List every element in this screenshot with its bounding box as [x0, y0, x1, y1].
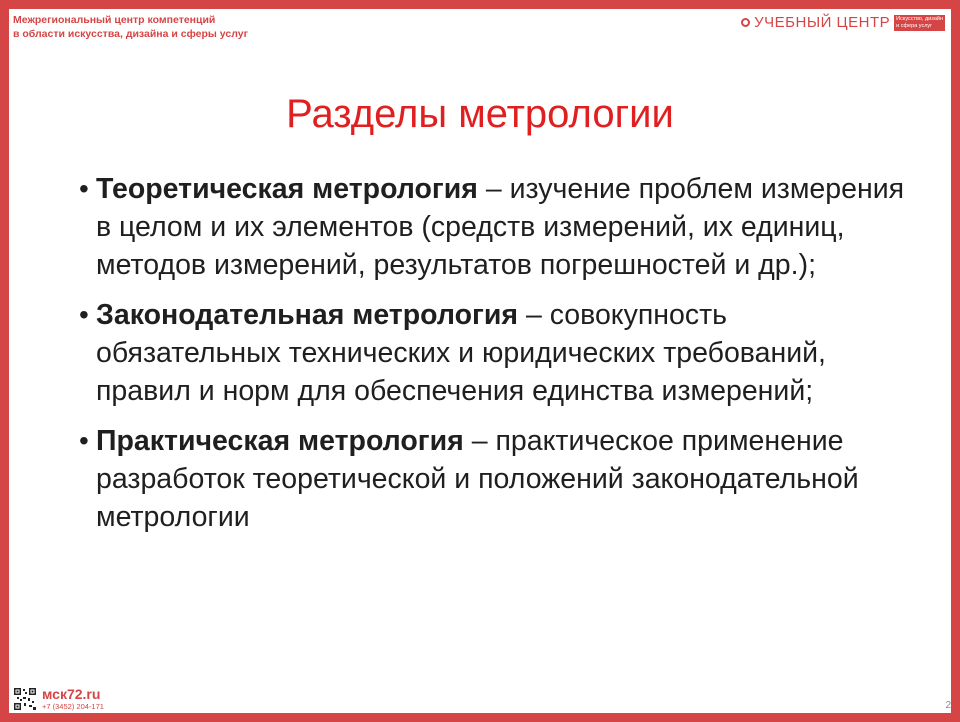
bullet-item [79, 422, 909, 536]
phone-number: +7 (3452) 204-171 [42, 702, 104, 711]
logo-text: УЧЕБНЫЙ ЦЕНТР [754, 14, 891, 31]
bullet-item [79, 296, 909, 410]
logo-tagline-line: Искусство, дизайн [896, 15, 943, 22]
bullet-term: Теоретическая метрология [96, 173, 478, 205]
footer-contacts [13, 687, 104, 711]
bullet-dot-icon: • [79, 425, 89, 456]
bullet-definition: – изучение проблем измерения в целом и их элементов (средств измерений, их единиц, методов измерений, результатов погрешностей и др.); [96, 173, 905, 281]
bullet-item [79, 170, 909, 284]
logo-tagline-line: и сфера услуг [896, 22, 933, 29]
bullet-dot-icon: • [79, 173, 89, 204]
bullet-definition: – совокупность обязательных технических и юридических требований, правил и норм для обеспечения единства измерений; [96, 299, 826, 407]
slide-title: Разделы метрологии [286, 92, 674, 136]
bullet-dot-icon: • [79, 299, 89, 330]
logo-tagline [894, 15, 945, 31]
page-number: 2 [945, 700, 951, 711]
training-center-logo [741, 14, 945, 31]
bullet-list [79, 170, 909, 548]
organization-name [13, 13, 248, 41]
footer-text [42, 687, 104, 711]
bullet-term: Практическая метрология [96, 425, 464, 457]
bullet-definition: – практическое применение разработок теоретической и положений законодательной метрологии [96, 425, 859, 533]
organization-line: Межрегиональный центр компетенций [13, 14, 216, 26]
organization-line: в области искусства, дизайна и сферы услуг [13, 28, 248, 40]
website-link[interactable]: мск72.ru [42, 686, 101, 702]
qr-code-icon [13, 687, 37, 711]
bullet-term: Законодательная метрология [96, 299, 519, 331]
logo-ring-icon [741, 18, 750, 27]
